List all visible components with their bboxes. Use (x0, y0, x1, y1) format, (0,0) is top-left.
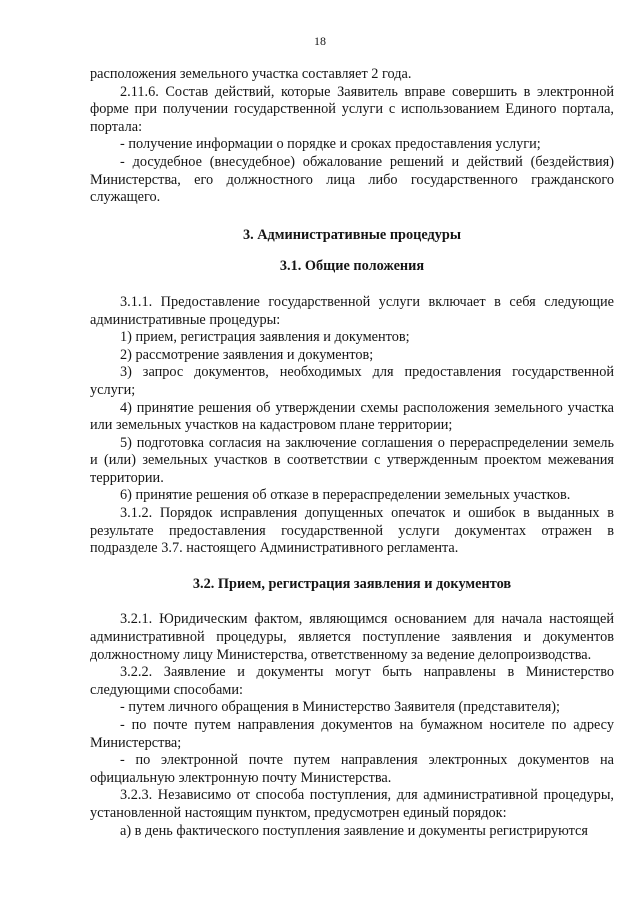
list-item: - по электронной почте путем направления электронных документов на официальную электронную почту Министерства. (90, 752, 614, 786)
list-item: - путем личного обращения в Министерство Заявителя (представителя); (120, 699, 561, 716)
paragraph: 3.1.1. Предоставление государственной услуги включает в себя следующие административные процедуры: (90, 293, 614, 328)
list-item: 5) подготовка согласия на заключение соглашения о перераспределении земель и (или) земельных участков в соответствии с утвержденным проектом межевания территории. (90, 434, 614, 486)
list-item: - досудебное (внесудебное) обжалование решений и действий (бездействия) Министерства, его должностного лица либо государственного гражданского служащего. (90, 153, 614, 206)
paragraph: 2.11.6. Состав действий, которые Заявитель вправе совершить в электронной форме при получении государственной услуги с использованием Единого портала, портала: (90, 83, 614, 135)
list-item: 3) запрос документов, необходимых для предоставления государственной услуги; (90, 364, 614, 398)
page-number: 18 (314, 34, 326, 48)
paragraph: 3.2.2. Заявление и документы могут быть направлены в Министерство следующими способами: (90, 664, 614, 698)
document-body (90, 66, 614, 840)
paragraph: 3.2.3. Независимо от способа поступления, для административной процедуры, установленной настоящим пунктом, предусмотрен единый порядок: (90, 787, 614, 821)
subsection-heading-3-1: 3.1. Общие положения (279, 258, 425, 275)
list-item: - получение информации о порядке и сроках предоставления услуги; (120, 136, 541, 153)
paragraph: а) в день фактического поступления заявление и документы регистрируются (120, 822, 588, 839)
paragraph: 3.2.1. Юридическим фактом, являющимся основанием для начала настоящей административной процедуры, является поступление заявления и документов должностному лицу Министерства, ответственному за ведение делопроизводства. (90, 611, 614, 663)
list-item: 4) принятие решения об утверждении схемы расположения земельного участка или земельных участков на кадастровом плане территории; (90, 399, 614, 434)
paragraph: расположения земельного участка составляет 2 года. (90, 66, 412, 82)
section-heading: 3. Административные процедуры (242, 226, 462, 243)
subsection-heading-3-2: 3.2. Прием, регистрация заявления и документов (192, 575, 512, 592)
list-item: 2) рассмотрение заявления и документов; (120, 346, 374, 363)
list-item: 6) принятие решения об отказе в перераспределении земельных участков. (120, 487, 571, 504)
paragraph: 3.1.2. Порядок исправления допущенных опечаток и ошибок в выданных в результате предоставления государственной услуги документах отражен в подразделе 3.7. настоящего Административного регламента. (90, 505, 614, 557)
list-item: - по почте путем направления документов на бумажном носителе по адресу Министерства; (90, 717, 614, 751)
list-item: 1) прием, регистрация заявления и документов; (120, 329, 410, 346)
